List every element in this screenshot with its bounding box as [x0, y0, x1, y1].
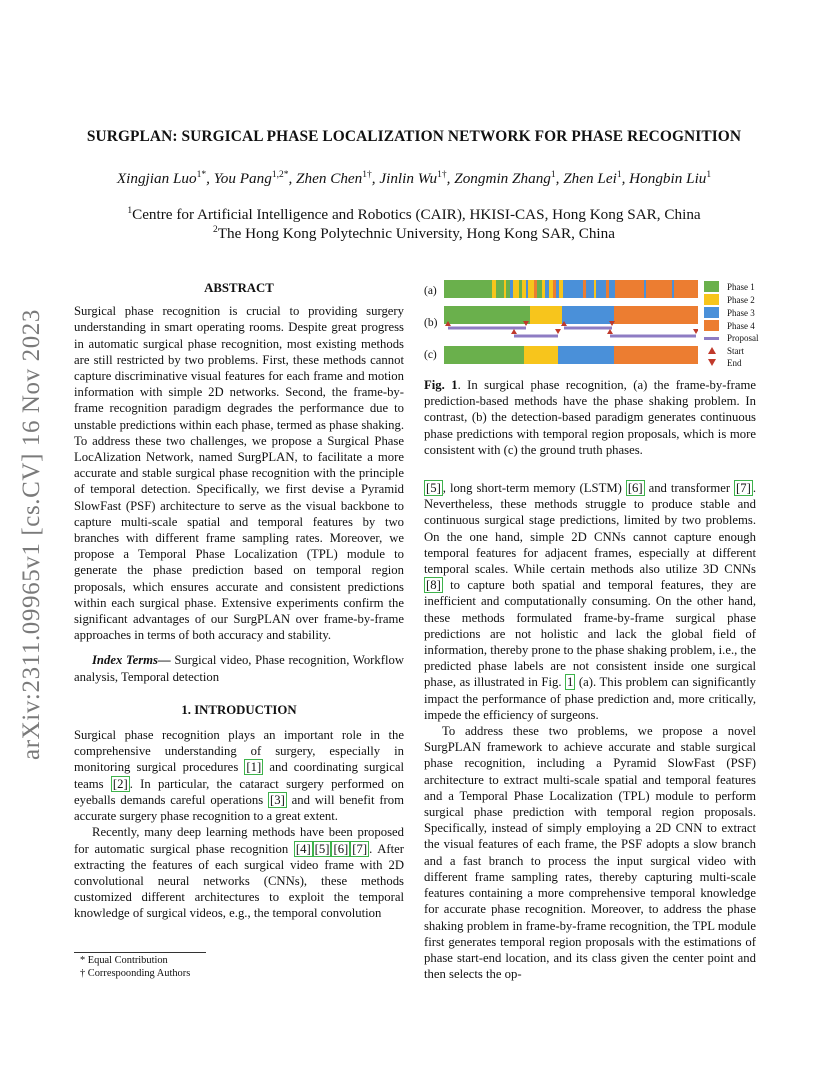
legend-label: Phase 1: [727, 281, 755, 292]
end-marker: [555, 329, 561, 334]
paper-title: SURGPLAN: SURGICAL PHASE LOCALIZATION NETWORK FOR PHASE RECOGNITION: [86, 128, 742, 145]
author: Xingjian Luo: [116, 170, 197, 188]
left-column: [74, 280, 404, 922]
citation-link[interactable]: [2]: [112, 776, 128, 791]
legend-phase-4: [704, 320, 755, 331]
legend-label: Proposal: [727, 333, 759, 343]
figure-caption: [424, 377, 756, 458]
row-b-predictions: [444, 306, 698, 336]
start-marker: [607, 329, 613, 334]
start-marker: [511, 329, 517, 334]
legend-label: Phase 3: [727, 307, 755, 318]
citation-link[interactable]: [7]: [352, 841, 368, 856]
author-sup: 1†: [437, 170, 447, 180]
citation-link[interactable]: [4]: [295, 841, 311, 856]
legend-swatch: [704, 307, 719, 318]
citation-link[interactable]: [7]: [736, 481, 751, 496]
legend-swatch: [704, 337, 719, 340]
index-terms: [74, 652, 404, 684]
intro-paragraph-1: Surgical phase recognition plays an important role in the comprehensive understanding of surgery, especially in monitoring surgical procedures [1] and coordinating surgical teams [2] . In particular, the cataract surgery performed on eyeballs demands careful operations [3] and will benefit from accurate surgery phase recognition to a great extent.: [74, 728, 404, 824]
caption-text: . In surgical phase recognition, (a) the frame-by-frame prediction-based methods have the phase shaking problem. In contrast, (b) the detection-based paradigm generates continuous phase predictions with temporal region proposals, which is more consistent with (c) the ground truth phases.: [424, 378, 756, 457]
affiliation-sup: 2: [213, 225, 218, 235]
figure-row-label: (c): [424, 349, 437, 361]
index-terms-text: Surgical video, Phase recognition, Workflow analysis, Temporal detection: [74, 653, 404, 684]
affiliation-2: [0, 225, 828, 243]
citation-link[interactable]: [3]: [270, 792, 285, 807]
author: Zhen Lei: [563, 170, 617, 188]
affiliation-1: [0, 206, 828, 224]
legend-end: [704, 357, 742, 368]
author-sup: 1: [616, 170, 622, 180]
caption-label: Fig. 1: [424, 378, 458, 392]
index-terms-label: Index Terms—: [92, 653, 171, 668]
author-sup: 1: [550, 170, 556, 180]
legend-phase-2: [704, 294, 755, 305]
figure-link[interactable]: 1: [567, 675, 574, 690]
intro-heading: 1. INTRODUCTION: [181, 702, 297, 717]
author-sup: 1,2*: [271, 170, 289, 180]
legend-swatch: [704, 320, 719, 331]
footnote-rule: [74, 952, 206, 953]
author: Zhen Chen: [296, 170, 363, 188]
author-sup: 1*: [196, 170, 207, 180]
author: Zongmin Zhang: [454, 170, 551, 188]
footnote-1: * Equal Contribution: [80, 955, 168, 966]
citation-link[interactable]: [6]: [627, 481, 643, 496]
affiliation-text: The Hong Kong Polytechnic University, Hong Kong SAR, China: [217, 225, 615, 243]
figure-row-label: (a): [424, 285, 437, 297]
citation-link[interactable]: [5]: [314, 841, 330, 856]
legend-swatch: [704, 294, 719, 305]
abstract-heading: ABSTRACT: [204, 281, 274, 295]
abstract-text: Surgical phase recognition is crucial to providing surgery understanding in smart operating rooms. Despite great progress in automatic surgical phase recognition, most existing methods are still restricted by two problems. First, these methods cannot capture discriminative visual features for each frame and motion information with simple 2D networks. Second, the frame-by-frame recognition paradigm degrades the performance due to unstable predictions within each phase, termed as phase shaking. To address these two challenges, we propose a Surgical Phase LocAlization Network, named SurgPLAN, to facilitate a more accurate and stable surgical phase recognition with the principle of temporal detection. Specifically, we first devise a Pyramid SlowFast (PSF) architecture to serve as the visual backbone to capture multi-scale spatial and temporal features by two branches with different frame sampling rates. Moreover, we propose a Temporal Phase Localization (TPL) module to generate the phase prediction based on temporal region proposals, which ensures accurate and consistent predictions within each surgical phase. Extensive experiments confirm the significant advantages of our SurgPLAN over frame-by-frame approaches in terms of both accuracy and stability.: [74, 304, 404, 643]
legend-swatch: [704, 281, 719, 292]
author-sup: 1†: [362, 170, 372, 180]
legend-phase-3: [704, 307, 755, 318]
legend-phase-1: [704, 281, 755, 292]
author-sup: 1: [706, 170, 712, 180]
intro-paragraph-2: Recently, many deep learning methods have been proposed for automatic surgical phase recognition [4] [5] [6] [7] . After extracting the features of each surgical video frame with 2D convolutional neural networks (CNNs), these methods customized different architectures to exploit the temporal knowledge of surgical videos, e.g., the temporal convolution: [74, 825, 404, 921]
affiliation-text: Centre for Artificial Intelligence and Robotics (CAIR), HKISI-CAS, Hong Kong SAR, China: [132, 206, 701, 224]
affiliation-sup: 1: [127, 206, 133, 216]
phase-figure: [444, 278, 698, 370]
citation-link[interactable]: [6]: [333, 841, 349, 856]
right-paragraph-1: [5] , long short-term memory (LSTM) [6] and transformer [7] . Nevertheless, these methods struggle to produce stable and continuous surgical stage predictions, limited by two problems. On the one hand, simple 2D CNNs cannot capture enough temporal features for adjacent frames, especially at different temporal scales. While certain methods also utilize 3D CNNs [8] to capture both spatial and temporal features, they are inefficient and computationally consuming. On the other hand, these methods formulated frame-by-frame surgical phase predictions are not holistic and lack the global field of information, thereby prone to the phase shaking problem, i.e., the predicted phase labels are not consistent inside one surgical phase, as illustrated in Fig. 1 (a). This problem can significantly impact the performance of phase prediction and, more critically, impede the efficiency of surgeons.: [424, 481, 756, 722]
citation-link[interactable]: [1]: [246, 760, 262, 775]
legend-proposal: [704, 333, 759, 343]
right-paragraph-2: To address these two problems, we propose a novel SurgPLAN framework to achieve accurate and stable surgical phase recognition, including a Pyramid SlowFast (PSF) architecture to extract multi-scale spatial and temporal features and a Temporal Phase Localization (TPL) module to perform surgical phase prediction with temporal region proposals. Specifically, instead of simply employing a 2D CNN to extract the visual features of each frame, the PSF adopts a slow branch and a fast branch to process the input surgical video with different frame sampling rates, thereby capturing multi-scale features containing a more comprehensive temporal knowledge for accurate phase recognition. Moreover, to address the phase shaking problem in frame-by-frame recognition, the TPL module first generates temporal region proposals with the estimations of phase start-end location, and its class given the center point and then selects the op-: [424, 724, 756, 982]
row-a-predictions: [444, 280, 698, 298]
citation-link[interactable]: [5]: [426, 481, 441, 496]
legend-label: End: [727, 357, 742, 368]
author: Hongbin Liu: [629, 170, 707, 188]
author: Jinlin Wu: [379, 170, 438, 188]
author-list: Xingjian Luo$^{1*}$, You Pang$^{1,2*}$, Zhen Chen$^{1\dagger}$, Jinlin $Wu^{1\dagger}$, Zongmin Zhang$^1$, Zhen Lei$^1$, Hongbin Liu$^1$: [116, 170, 712, 188]
row-c-ground-truth: [444, 346, 698, 364]
legend-swatch: [704, 345, 719, 356]
footnote-2: † Correspoonding Authors: [80, 968, 191, 979]
legend-start: [704, 345, 744, 356]
legend-label: Phase 4: [727, 320, 755, 331]
legend-label: Start: [727, 345, 744, 356]
figure-row-label: (b): [424, 317, 438, 329]
legend-swatch: [704, 357, 719, 368]
right-column: [424, 377, 756, 982]
citation-link[interactable]: [8]: [426, 578, 441, 593]
legend-label: Phase 2: [727, 294, 755, 305]
end-marker: [693, 329, 698, 334]
author: You Pang: [213, 170, 272, 188]
